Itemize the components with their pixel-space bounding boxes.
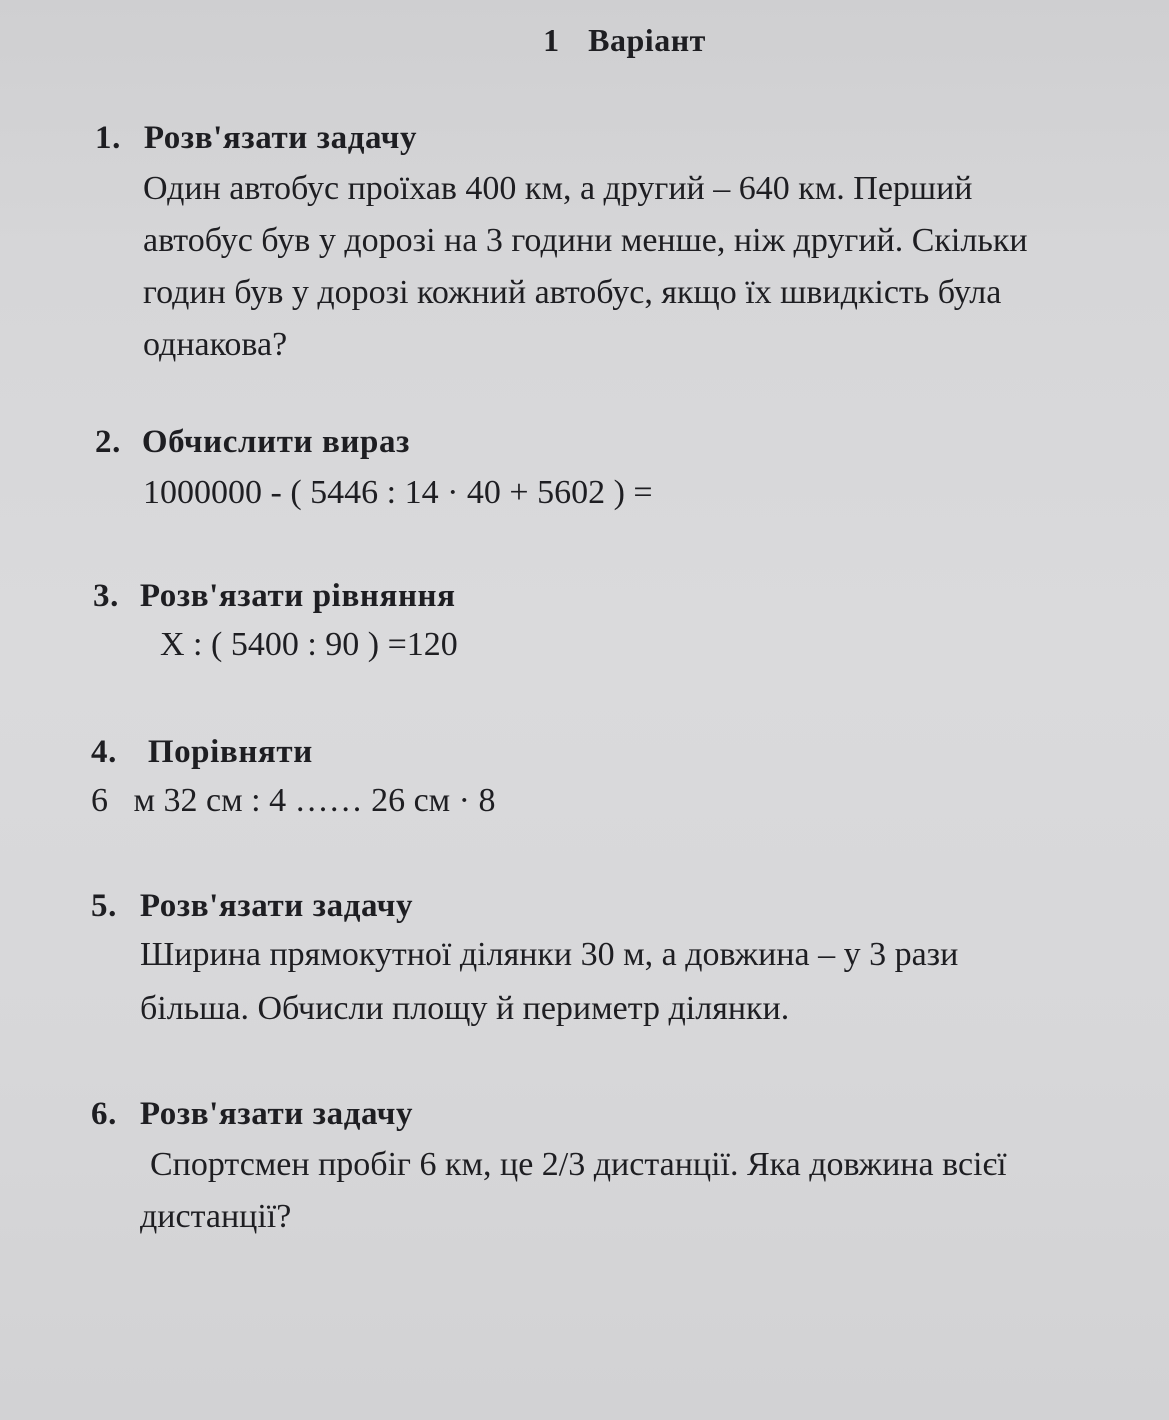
task-6-line-1: Спортсмен пробіг 6 км, це 2/3 дистанції. Яка довжина всієї [150, 1146, 1007, 1183]
task-2-heading [95, 424, 410, 461]
task-4-comparison: 6 м 32 см : 4 …… 26 см · 8 [91, 782, 496, 819]
task-1-line-3: годин був у дорозі кожний автобус, якщо їх швидкість була [143, 274, 1002, 311]
task-1-line-1: Один автобус проїхав 400 км, а другий – 640 км. Перший [143, 170, 973, 207]
task-number: 2. [95, 424, 121, 460]
variant-number: 1 [543, 22, 560, 58]
task-number: 1. [95, 120, 121, 156]
task-5-line-2: більша. Обчисли площу й периметр ділянки. [140, 990, 790, 1027]
task-6-heading [91, 1096, 413, 1133]
task-number: 4. [91, 734, 117, 770]
task-1-line-2: автобус був у дорозі на 3 години менше, ніж другий. Скільки [143, 222, 1028, 259]
task-2-expression: 1000000 - ( 5446 : 14 · 40 + 5602 ) = [143, 474, 653, 511]
task-title: Обчислити вираз [141, 424, 410, 460]
task-number: 5. [91, 888, 117, 924]
task-title: Розв'язати задачу [143, 120, 418, 156]
task-title: Розв'язати задачу [139, 888, 414, 924]
task-number: 3. [93, 578, 119, 614]
task-title: Порівняти [147, 734, 313, 770]
task-3-heading [93, 578, 456, 615]
task-1-heading [95, 120, 417, 157]
variant-label: Варіант [588, 22, 706, 58]
task-5-line-1: Ширина прямокутної ділянки 30 м, а довжина – у 3 рази [140, 936, 959, 973]
task-number: 6. [91, 1096, 117, 1132]
task-6-line-2: дистанції? [140, 1198, 292, 1235]
variant-title [0, 22, 1169, 59]
task-1-line-4: однакова? [143, 326, 288, 363]
task-title: Розв'язати задачу [139, 1096, 414, 1132]
task-title: Розв'язати рівняння [139, 578, 456, 614]
task-4-heading [91, 734, 313, 771]
task-3-equation: X : ( 5400 : 90 ) =120 [160, 626, 458, 663]
task-5-heading [91, 888, 413, 925]
